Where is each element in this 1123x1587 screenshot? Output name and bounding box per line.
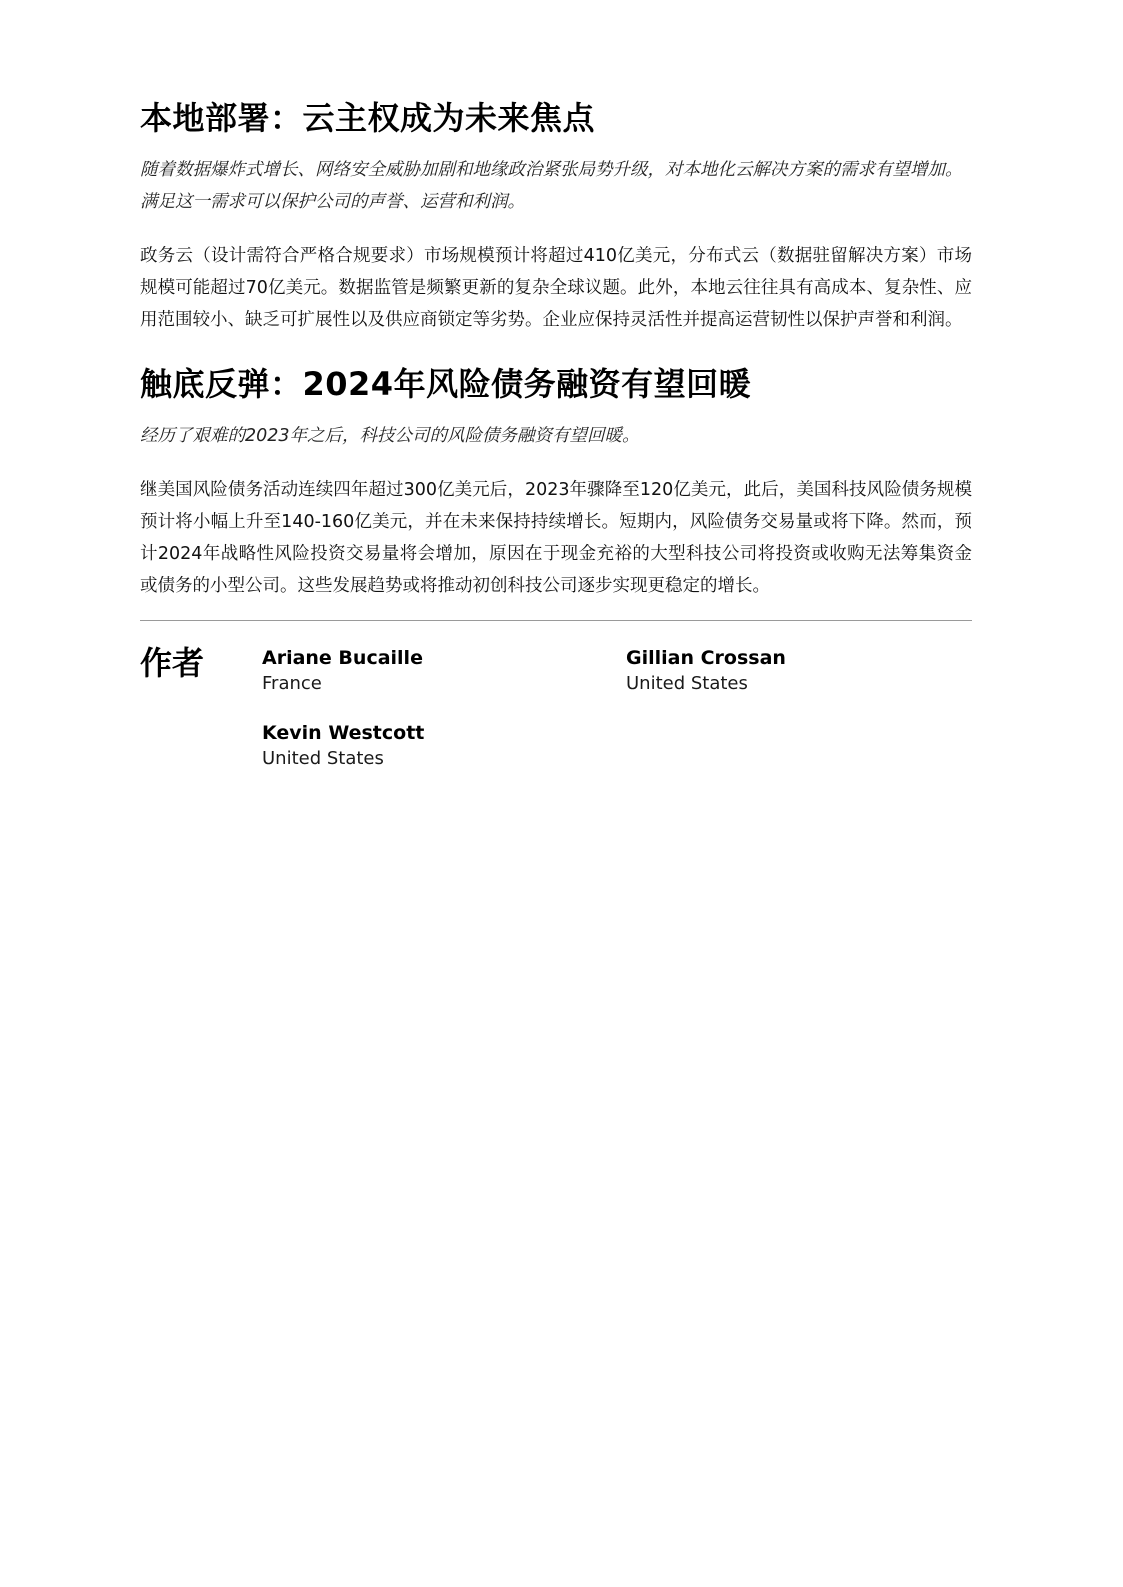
- author-name: Kevin Westcott: [262, 722, 425, 744]
- author-country: United States: [262, 748, 384, 769]
- section-body-cloud-sovereignty: 政务云（设计需符合严格合规要求）市场规模预计将超过410亿美元，分布式云（数据驻留解决方案）市场规模可能超过70亿美元。数据监管是频繁更新的复杂全球议题。此外，本地云往往具有高成本、复杂性、应用范围较小、缺乏可扩展性以及供应商锁定等劣势。企业应保持灵活性并提高运营韧性以保护声誉和利润。: [140, 246, 972, 330]
- section-divider: [140, 620, 972, 621]
- authors-block: [140, 641, 972, 801]
- author-card: [626, 645, 966, 697]
- author-country: United States: [626, 673, 748, 694]
- section-lead-venture-debt: 经历了艰难的2023年之后，科技公司的风险债务融资有望回暖。: [140, 426, 640, 446]
- section-title-venture-debt: 触底反弹：2024年风险债务融资有望回暖: [140, 365, 752, 403]
- author-card: [262, 645, 602, 697]
- author-card: [262, 720, 602, 772]
- author-name: Ariane Bucaille: [262, 647, 423, 669]
- author-name: Gillian Crossan: [626, 647, 786, 669]
- section-body-venture-debt: 继美国风险债务活动连续四年超过300亿美元后，2023年骤降至120亿美元，此后，美国科技风险债务规模预计将小幅上升至140-160亿美元，并在未来保持持续增长。短期内，风险债务交易量或将下降。然而，预计2024年战略性风险投资交易量将会增加，原因在于现金充裕的大型科技公司将投资或收购无法筹集资金或债务的小型公司。这些发展趋势或将推动初创科技公司逐步实现更稳定的增长。: [140, 480, 972, 596]
- section-lead-cloud-sovereignty: 随着数据爆炸式增长、网络安全威胁加剧和地缘政治紧张局势升级，对本地化云解决方案的需求有望增加。满足这一需求可以保护公司的声誉、运营和利润。: [140, 160, 963, 212]
- authors-heading: 作者: [140, 644, 205, 682]
- section-title-cloud-sovereignty: 本地部署：云主权成为未来焦点: [140, 99, 596, 137]
- document-page: [140, 96, 972, 801]
- author-country: France: [262, 673, 322, 694]
